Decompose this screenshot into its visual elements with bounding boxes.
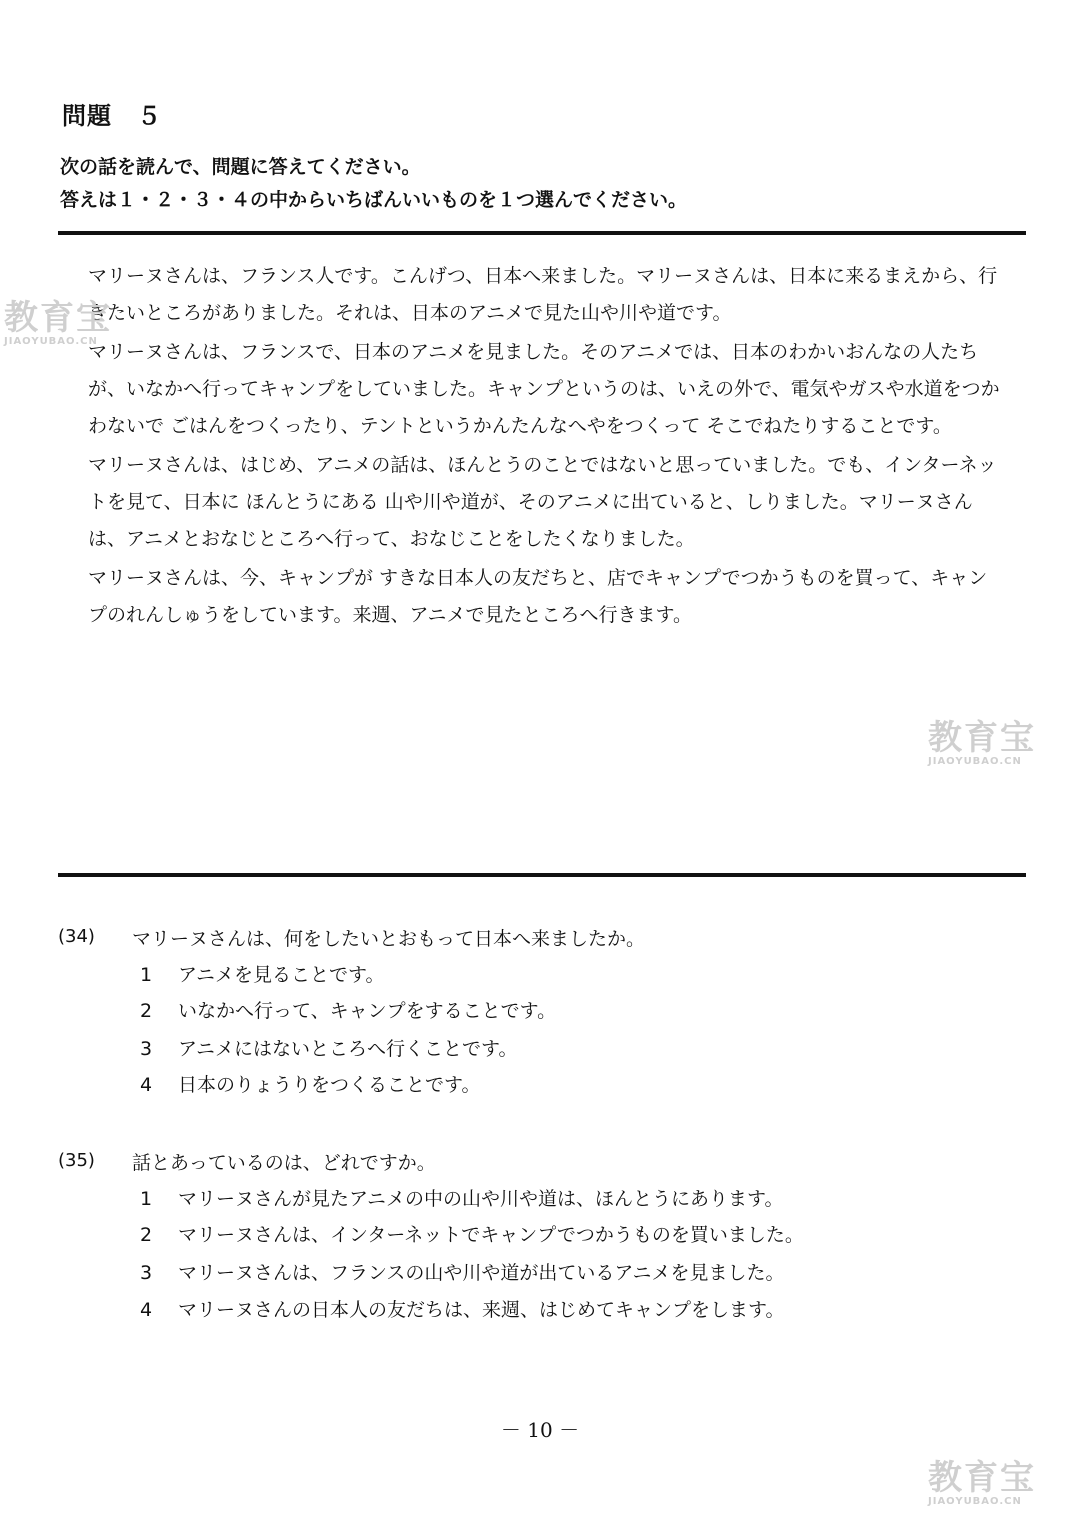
option-text: マリーヌさんの日本人の友だちは、来週、はじめてキャンプをします。 xyxy=(178,1299,785,1321)
reading-passage xyxy=(88,258,1003,634)
watermark-text: 教育宝 xyxy=(928,1458,1036,1498)
question-34-number: (34) xyxy=(58,926,95,947)
question-34-option-2[interactable] xyxy=(140,996,556,1023)
question-35-number: (35) xyxy=(58,1150,95,1171)
question-34-option-3[interactable] xyxy=(140,1034,518,1061)
option-text: マリーヌさんは、フランスの山や川や道が出ているアニメを見ました。 xyxy=(178,1262,785,1284)
passage-paragraph-4: マリーヌさんは、今、キャンプが すきな日本人の友だちと、店でキャンプでつかうものを買って、キャンプのれんしゅうをしています。来週、アニメで見たところへ行きます。 xyxy=(88,567,988,626)
option-text: いなかへ行って、キャンプをすることです。 xyxy=(178,1000,557,1022)
question-35-text: 話とあっているのは、どれですか。 xyxy=(132,1152,436,1174)
option-text: マリーヌさんは、インターネットでキャンプでつかうものを買いました。 xyxy=(178,1224,804,1246)
watermark-text: 教育宝 xyxy=(928,718,1036,758)
instruction-line-2: 答えは１・２・３・４の中からいちばんいいものを１つ選んでください。 xyxy=(60,189,688,211)
passage-paragraph-3: マリーヌさんは、はじめ、アニメの話は、ほんとうのことではないと思っていました。でも、インターネットを見て、日本に ほんとうにある 山や川や道が、そのアニメに出ていると、しりました。マリーヌさんは、アニメとおなじところへ行って、おなじことをしたくなりました。 xyxy=(88,454,997,550)
question-35-option-4[interactable] xyxy=(140,1295,784,1322)
page-number: － 10 － xyxy=(500,1418,580,1442)
question-34-option-4[interactable] xyxy=(140,1070,480,1097)
question-35-option-1[interactable] xyxy=(140,1184,784,1211)
watermark-logo xyxy=(4,300,112,347)
watermark-logo xyxy=(928,720,1036,767)
option-number: 3 xyxy=(140,1262,153,1284)
watermark-logo xyxy=(928,1460,1036,1507)
watermark-text: 教育宝 xyxy=(4,298,112,338)
watermark-site: JIAOYUBAO.CN xyxy=(4,336,98,347)
option-number: 2 xyxy=(140,1224,153,1246)
option-number: 2 xyxy=(140,1000,153,1022)
question-35-option-3[interactable] xyxy=(140,1258,784,1285)
instruction-line-1: 次の話を読んで、問題に答えてください。 xyxy=(60,156,421,178)
bottom-divider xyxy=(58,873,1026,877)
question-35-option-2[interactable] xyxy=(140,1220,804,1247)
option-text: マリーヌさんが見たアニメの中の山や川や道は、ほんとうにあります。 xyxy=(178,1188,784,1210)
option-number: 4 xyxy=(140,1074,153,1096)
option-text: アニメにはないところへ行くことです。 xyxy=(178,1038,518,1060)
option-number: 4 xyxy=(140,1299,153,1321)
question-34-option-1[interactable] xyxy=(140,960,385,987)
problem-title: 問題 ５ xyxy=(62,102,162,130)
passage-paragraph-1: マリーヌさんは、フランス人です。こんげつ、日本へ来ました。マリーヌさんは、日本に来るまえから、行きたいところがありました。それは、日本のアニメで見た山や川や道です。 xyxy=(88,265,998,324)
passage-paragraph-2: マリーヌさんは、フランスで、日本のアニメを見ました。そのアニメでは、日本のわかいおんなの人たちが、いなかへ行ってキャンプをしていました。キャンプというのは、いえの外で、電気やガスや水道をつかわないで ごはんをつくったり、テントというかんたんなへやをつくって そこでねたりすることです。 xyxy=(88,341,1000,437)
option-text: アニメを見ることです。 xyxy=(178,964,385,986)
top-divider xyxy=(58,231,1026,235)
option-text: 日本のりょうりをつくることです。 xyxy=(178,1074,481,1096)
option-number: 1 xyxy=(140,964,153,986)
watermark-site: JIAOYUBAO.CN xyxy=(928,756,1022,767)
option-number: 3 xyxy=(140,1038,153,1060)
question-34-text: マリーヌさんは、何をしたいとおもって日本へ来ましたか。 xyxy=(132,928,646,950)
watermark-site: JIAOYUBAO.CN xyxy=(928,1496,1022,1507)
option-number: 1 xyxy=(140,1188,153,1210)
